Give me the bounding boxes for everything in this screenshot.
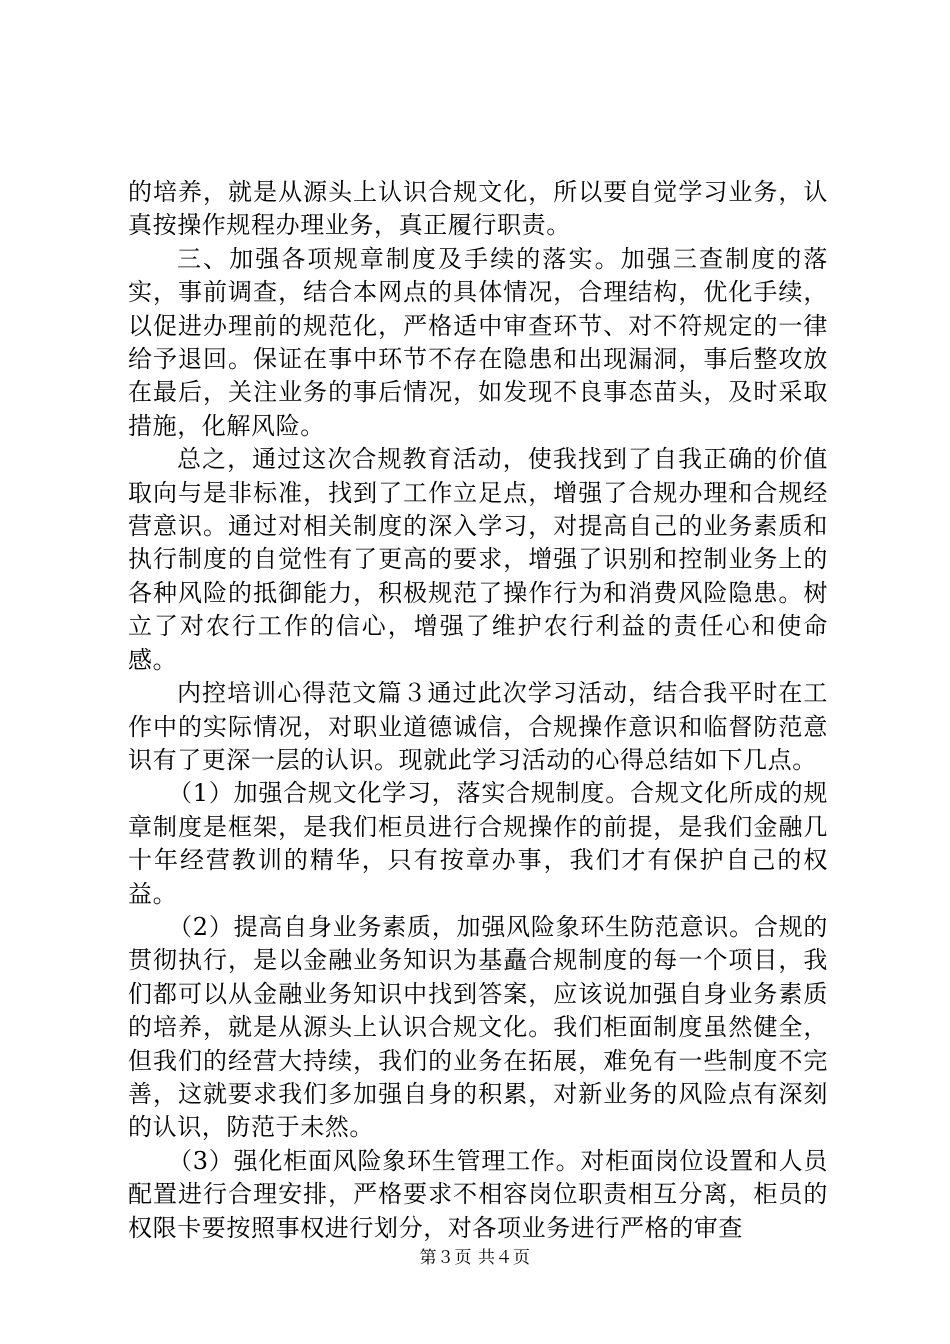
page-number-label: 第３页 共４页 [419, 1248, 531, 1268]
paragraph-continuation: 的培养，就是从源头上认识合规文化，所以要自觉学习业务，认真按操作规程办理业务，真正履行职责。 [128, 178, 828, 240]
page-footer [0, 1248, 950, 1268]
paragraph-point-3: （3）强化柜面风险象环生管理工作。对柜面岗位设置和人员配置进行合理安排，严格要求不相容岗位职责相互分离，柜员的权限卡要按照事权进行划分，对各项业务进行严格的审查 [128, 1146, 828, 1242]
paragraph-point-2: （2）提高自身业务素质，加强风险象环生防范意识。合规的贯彻执行，是以金融业务知识为基矗合规制度的每一个项目，我们都可以从金融业务知识中找到答案，应该说加强自身业务素质的培养，就是从源头上认识合规文化。我们柜面制度虽然健全，但我们的经营大持续，我们的业务在拓展，难免有一些制度不完善，这就要求我们多加强自身的积累，对新业务的风险点有深刻的认识，防范于未然。 [128, 912, 828, 1142]
paragraph-article-three-intro: 内控培训心得范文篇３通过此次学习活动，结合我平时在工作中的实际情况，对职业道德诚信，合规操作意识和临督防范意识有了更深一层的认识。现就此学习活动的心得总结如下几点。 [128, 679, 828, 774]
paragraph-summary: 总之，通过这次合规教育活动，使我找到了自我正确的价值取向与是非标准，找到了工作立足点，增强了合规办理和合规经营意识。通过对相关制度的深入学习，对提高自己的业务素质和执行制度的自觉性有了更高的要求，增强了识别和控制业务上的各种风险的抵御能力，积极规范了操作行为和消费风险隐患。树立了对农行工作的信心，增强了维护农行利益的责任心和使命感。 [128, 445, 828, 674]
paragraph-point-1: （1）加强合规文化学习，落实合规制度。合规文化所成的规章制度是框架，是我们柜员进行合规操作的前提，是我们金融几十年经营教训的精华，只有按章办事，我们才有保护自己的权益。 [128, 779, 828, 908]
paragraph-section-three: 三、加强各项规章制度及手续的落实。加强三查制度的落实，事前调查，结合本网点的具体情况，合理结构，优化手续，以促进办理前的规范化，严格适中审查环节、对不符规定的一律给予退回。保证在事中环节不存在隐患和出现漏洞，事后整攻放在最后，关注业务的事后情况，如发现不良事态苗头，及时采取措施，化解风险。 [128, 244, 828, 440]
document-body [128, 176, 828, 1245]
